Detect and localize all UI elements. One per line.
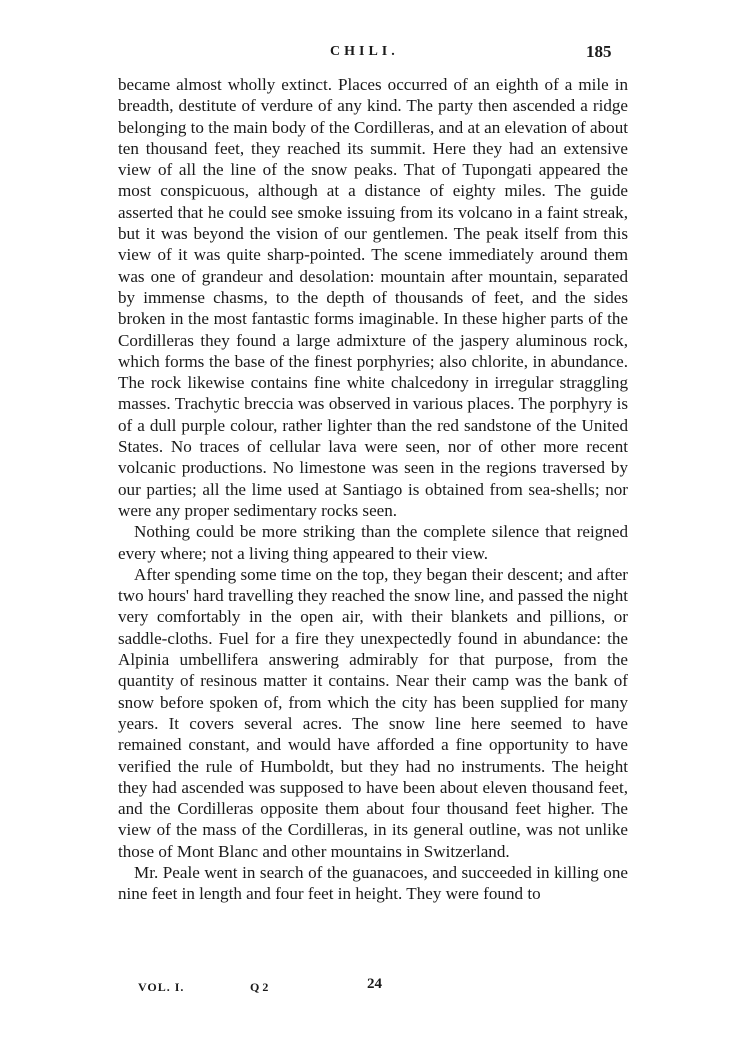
paragraph-guanacoes: Mr. Peale went in search of the guanacoes, and succeeded in killing one nine feet in length and four feet in height. They were found to	[118, 862, 628, 904]
body-text	[118, 74, 628, 905]
page-footer	[0, 976, 750, 996]
sheet-number: 24	[367, 976, 382, 992]
running-head-title: CHILI.	[330, 44, 399, 59]
page-number: 185	[586, 42, 612, 61]
paragraph-continued: became almost wholly extinct. Places occurred of an eighth of a mile in breadth, destitute of verdure of any kind. The party then ascended a ridge belonging to the main body of the Cordilleras, and at an elevation of about ten thousand feet, they reached its summit. Here they had an extensive view of all the line of the snow peaks. That of Tupongati appeared the most conspicuous, although at a distance of eighty miles. The guide asserted that he could see smoke issuing from its volcano in a faint streak, but it was beyond the vision of our gentlemen. The peak itself from this view of it was quite sharp-pointed. The scene immediately around them was one of grandeur and desolation: mountain after mountain, separated by immense chasms, to the depth of thousands of feet, and the sides broken in the most fantastic forms imaginable. In these higher parts of the Cordilleras they found a large admixture of the jaspery aluminous rock, which forms the base of the finest porphyries; also chlorite, in abundance. The rock likewise contains fine white chalcedony in irregular straggling masses. Trachytic breccia was observed in various places. The porphyry is of a dull purple colour, rather lighter than the red sandstone of the United States. No traces of cellular lava were seen, nor of other more recent volcanic productions. No limestone was seen in the regions traversed by our parties; all the lime used at Santiago is obtained from sea-shells; nor were any proper sedimentary rocks seen.	[118, 75, 628, 520]
signature-mark: Q 2	[250, 980, 269, 994]
paragraph-silence: Nothing could be more striking than the complete silence that reigned every where; not a living thing appeared to their view.	[118, 522, 628, 563]
running-head	[0, 42, 750, 64]
paragraph-descent: After spending some time on the top, they began their descent; and after two hours' hard travelling they reached the snow line, and passed the night very comfortably in the open air, with their blankets and pillions, or saddle-cloths. Fuel for a fire they unexpectedly found in abundance: the Alpinia umbellifera answering admirably for that purpose, from the quantity of resinous matter it contains. Near their camp was the bank of snow before spoken of, from which the city has been supplied for many years. It covers several acres. The snow line here seemed to have remained constant, and would have afforded a fine opportunity to have verified the rule of Humboldt, but they had no instruments. The height they had ascended was supposed to have been about eleven thousand feet, and the Cordilleras opposite them about four thousand feet higher. The view of the mass of the Cordilleras, in its general outline, was not unlike those of Mont Blanc and other mountains in Switzerland.	[118, 564, 628, 861]
volume-label: VOL. I.	[138, 980, 185, 994]
